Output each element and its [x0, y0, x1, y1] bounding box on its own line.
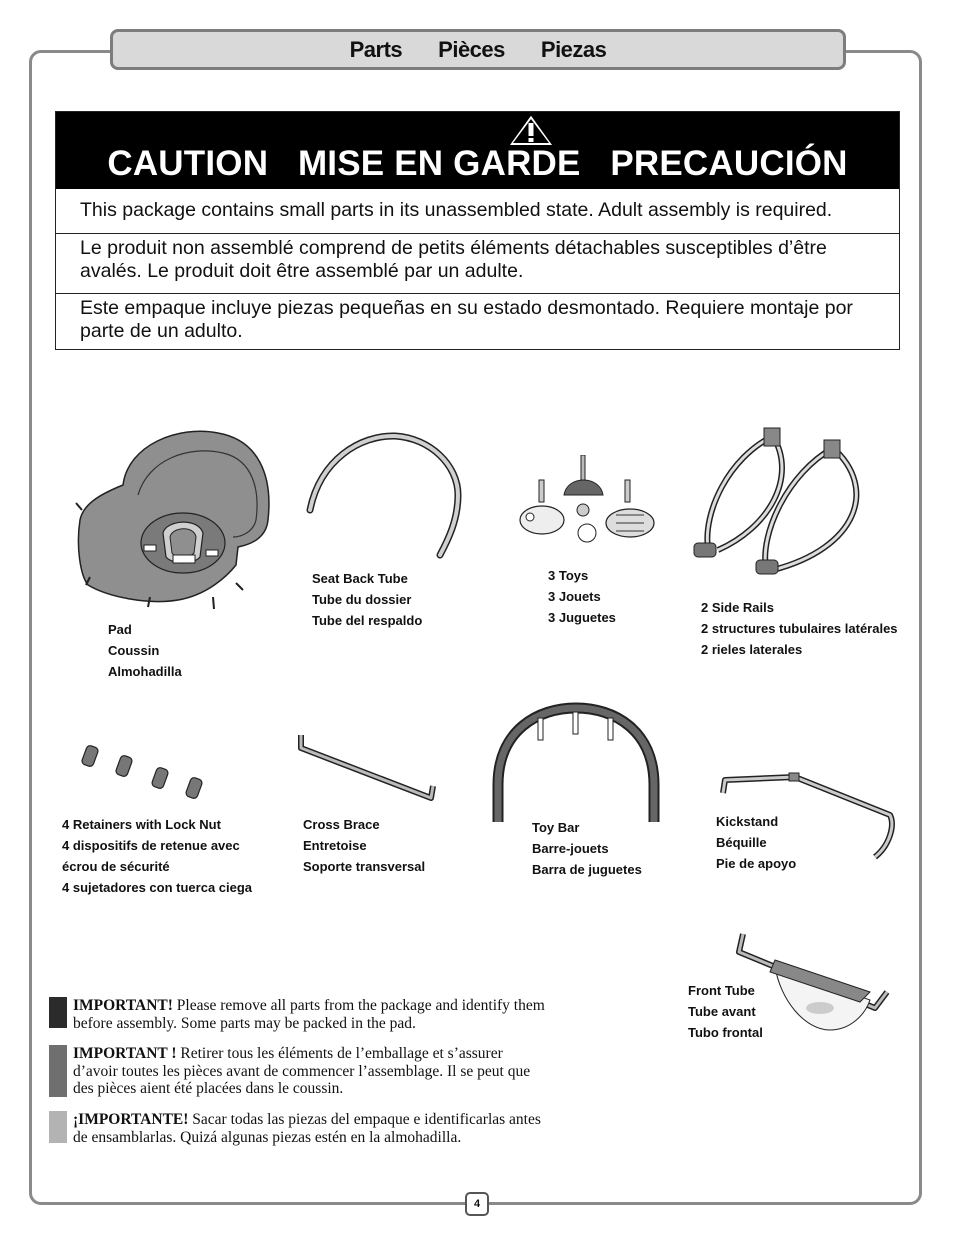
important-note-es: [49, 1111, 549, 1146]
important-label-es: ¡IMPORTANTE!: [73, 1111, 189, 1128]
cross-brace-label-fr: Entretoise: [303, 838, 367, 853]
toy-bar-label-es: Barra de juguetes: [532, 862, 642, 877]
toys-label-en: 3 Toys: [548, 568, 589, 583]
toy-bar-label-en: Toy Bar: [532, 820, 580, 835]
seat-back-tube-label-fr: Tube du dossier: [312, 592, 412, 607]
important-label-fr: IMPORTANT !: [73, 1045, 177, 1062]
seat-back-tube-illustration: [300, 430, 465, 565]
kickstand-label-fr: Béquille: [716, 835, 767, 850]
side-rails-label-en: 2 Side Rails: [701, 600, 774, 615]
pad-label-fr: Coussin: [108, 643, 160, 658]
pad-label-es: Almohadilla: [108, 664, 182, 679]
toys-label-fr: 3 Jouets: [548, 589, 601, 604]
important-note-fr: [49, 1045, 549, 1098]
retainers-illustration: [78, 740, 213, 805]
toy-bar-label-fr: Barre-jouets: [532, 841, 609, 856]
front-tube-label-en: Front Tube: [688, 983, 755, 998]
part-label-retainers: [62, 814, 252, 898]
part-label-cross-brace: [303, 814, 425, 877]
important-text-fr: Retirer tous les éléments de l’emballage et s’assurer d’avoir toutes les pièces avant de commencer l’assemblage. Il se peut que des pièces aient été placées dans le coussin.: [73, 1045, 531, 1097]
side-rails-label-es: 2 rieles laterales: [701, 642, 803, 657]
seat-back-tube-label-es: Tube del respaldo: [312, 613, 423, 628]
toy-bar-illustration: [488, 700, 664, 830]
caution-title: CAUTION MISE EN GARDE PRECAUCIÓN: [107, 144, 848, 183]
caution-header: [56, 112, 899, 189]
header-title-en: Parts: [349, 36, 403, 62]
caution-box: [55, 111, 900, 350]
part-label-toy-bar: [532, 817, 642, 880]
part-label-kickstand: [716, 811, 796, 874]
kickstand-label-en: Kickstand: [716, 814, 779, 829]
cross-brace-label-en: Cross Brace: [303, 817, 380, 832]
important-text-en: Please remove all parts from the package and identify them before assembly. Some parts may be packed in the pad.: [73, 997, 545, 1032]
important-note-en: [49, 997, 549, 1032]
caution-text-fr: Le produit non assemblé comprend de petits éléments détachables susceptibles d’être avalés. Le produit doit être assemblé par un adulte.: [56, 233, 899, 293]
caution-text-es: Este empaque incluye piezas pequeñas en su estado desmontado. Requiere montaje por parte de un adulto.: [56, 293, 899, 349]
cross-brace-illustration: [293, 730, 443, 808]
important-text-es: Sacar todas las piezas del empaque e identificarlas antes de ensamblarlas. Quizá algunas piezas estén en la almohadilla.: [73, 1111, 541, 1146]
parts-header: [110, 29, 846, 70]
retainers-label-es: 4 sujetadores con tuerca ciega: [62, 880, 253, 895]
cross-brace-label-es: Soporte transversal: [303, 859, 426, 874]
retainers-label-fr-2: écrou de sécurité: [62, 859, 170, 874]
important-label-en: IMPORTANT!: [73, 997, 173, 1014]
front-tube-label-es: Tubo frontal: [688, 1025, 763, 1040]
side-rails-label-fr: 2 structures tubulaires latérales: [701, 621, 898, 636]
retainers-label-en: 4 Retainers with Lock Nut: [62, 817, 221, 832]
seat-back-tube-label-en: Seat Back Tube: [312, 571, 408, 586]
header-title-es: Piezas: [540, 36, 607, 62]
page-number: 4: [465, 1192, 489, 1216]
toys-label-es: 3 Juguetes: [548, 610, 616, 625]
part-label-pad: [108, 619, 182, 682]
pad-illustration: [68, 425, 278, 615]
front-tube-label-fr: Tube avant: [688, 1004, 756, 1019]
header-title-fr: Pièces: [438, 36, 505, 62]
important-bar-es: [49, 1111, 67, 1143]
retainers-label-fr-1: 4 dispositifs de retenue avec: [62, 838, 240, 853]
important-bar-en: [49, 997, 67, 1028]
part-label-front-tube: [688, 980, 763, 1043]
part-label-seat-back-tube: [312, 568, 422, 631]
toys-illustration: [512, 455, 672, 555]
kickstand-label-es: Pie de apoyo: [716, 856, 797, 871]
warning-triangle-icon: [506, 112, 556, 148]
pad-label-en: Pad: [108, 622, 132, 637]
side-rails-illustration: [688, 418, 888, 580]
part-label-toys: [548, 565, 616, 628]
important-bar-fr: [49, 1045, 67, 1097]
caution-text-en: This package contains small parts in its unassembled state. Adult assembly is required.: [80, 199, 833, 221]
part-label-side-rails: [701, 597, 898, 660]
